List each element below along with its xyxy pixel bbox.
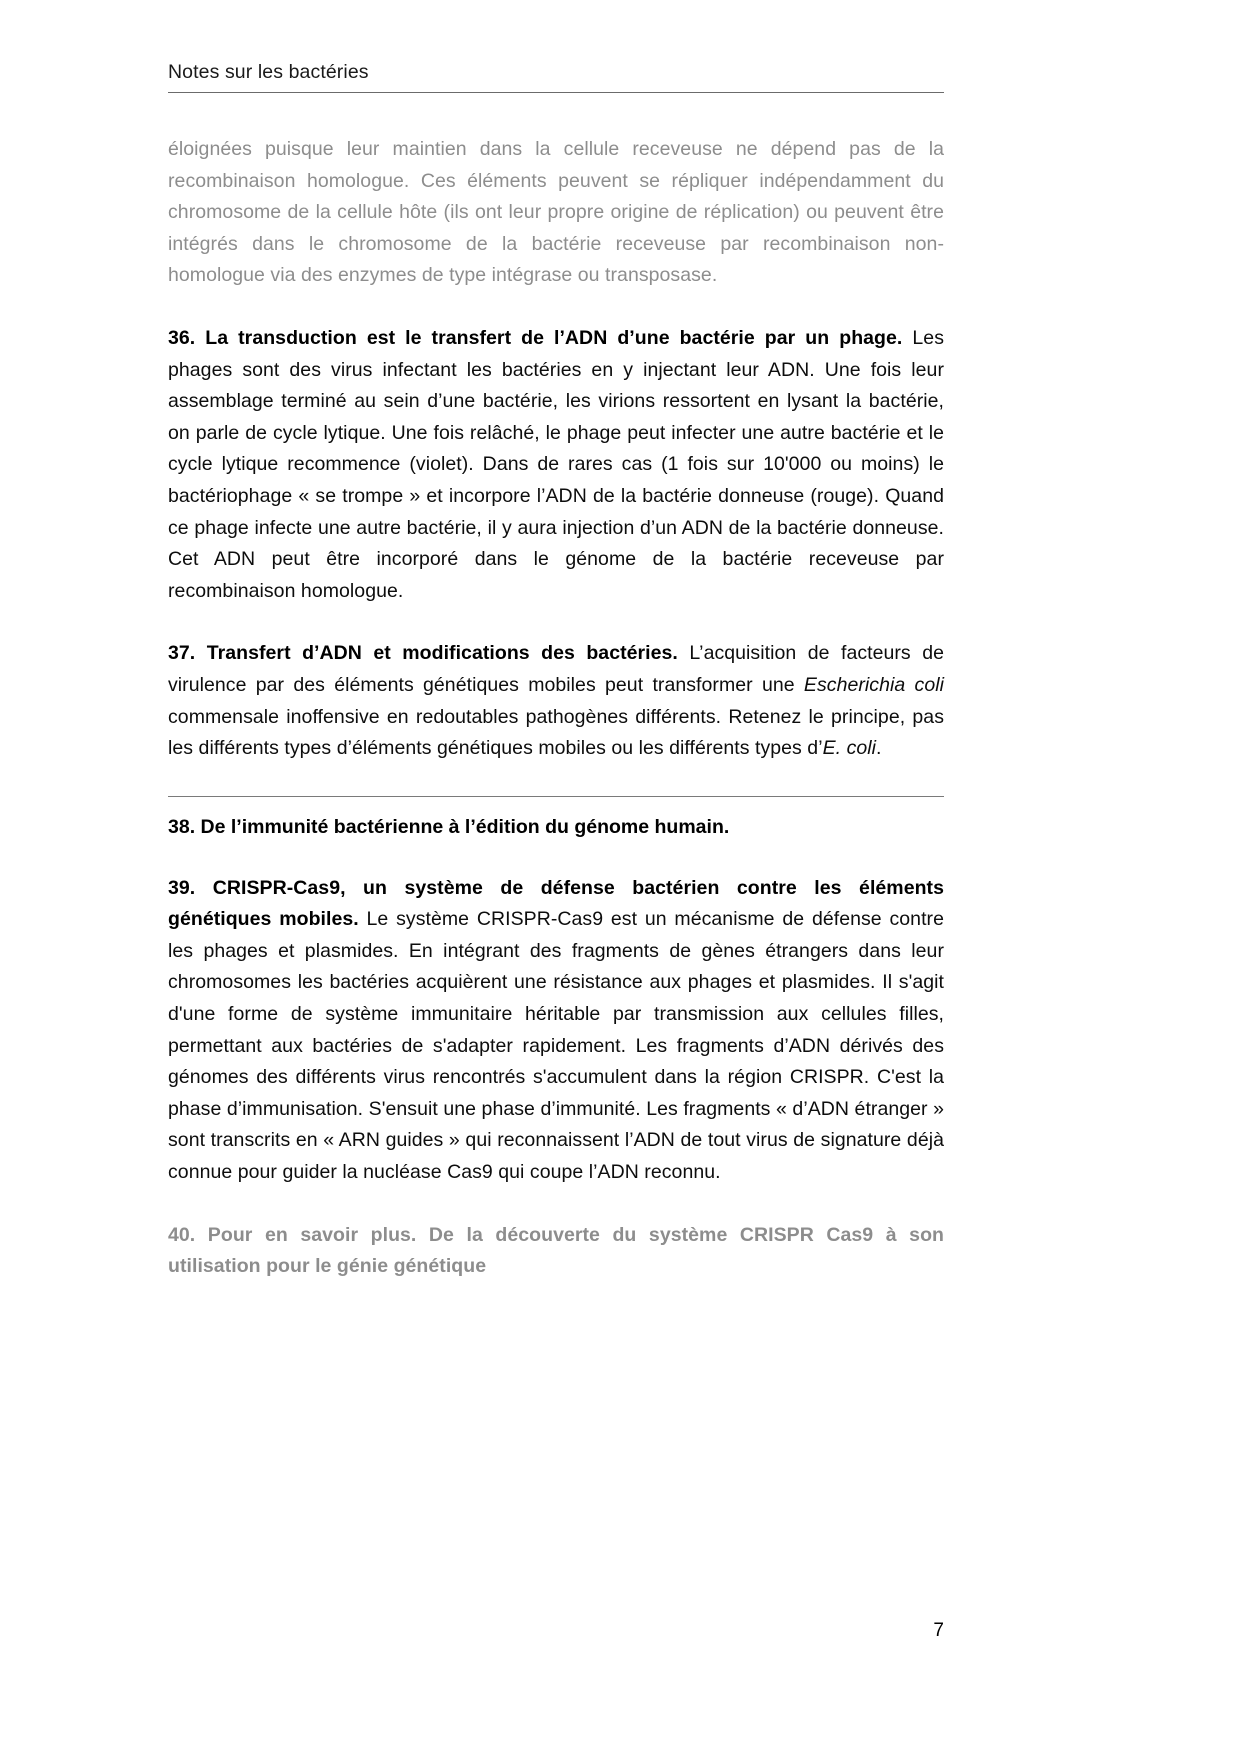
paragraph-39 xyxy=(168,873,944,1189)
header-title: Notes sur les bactéries xyxy=(168,61,369,83)
paragraph-36 xyxy=(168,323,944,607)
paragraph-spacer xyxy=(168,607,944,638)
paragraph-36-text: Les phages sont des virus infectant les bactéries en y injectant leur ADN. Une fois leur assemblage terminé au sein d’une bactérie, les virions ressortent en lysant la bactérie, on parle de cycle lytique. Une fois relâché, le phage peut infecter une autre bactérie et le cycle lytique recommence (violet). Dans de rares cas (1 fois sur 10'000 ou moins) le bactériophage « se trompe » et incorpore l’ADN de la bactérie donneuse (rouge). Quand ce phage infecte une autre bactérie, il y aura injection d’un ADN de la bactérie donneuse. Cet ADN peut être incorporé dans le génome de la bactérie receveuse par recombinaison homologue. xyxy=(168,326,944,602)
paragraph-spacer xyxy=(168,292,944,323)
species-name-e-coli: E. coli xyxy=(822,737,877,760)
paragraph-continued: éloignées puisque leur maintien dans la cellule receveuse ne dépend pas de la recombinaison homologue. Ces éléments peuvent se répliquer indépendamment du chromosome de la cellule hôte (ils ont leur propre origine de réplication) ou peuvent être intégrés dans le chromosome de la bactérie receveuse par recombinaison non-homologue via des enzymes de type intégrase ou transposase. xyxy=(168,138,944,287)
paragraph-spacer xyxy=(168,842,944,873)
paragraph-40 xyxy=(168,1220,944,1283)
paragraph-39-lead: 39. CRISPR-Cas9, un système de défense bactérien contre les éléments génétiques mobiles. xyxy=(168,876,944,931)
paragraph-39-text: Le système CRISPR-Cas9 est un mécanisme de défense contre les phages et plasmides. En intégrant des fragments de gènes étrangers dans leur chromosomes les bactéries acquièrent une résistance aux phages et plasmides. Il s'agit d'une forme de système immunitaire héritable par transmission aux cellules filles, permettant aux bactéries de s'adapter rapidement. Les fragments d’ADN dérivés des génomes des différents virus rencontrés s'accumulent dans la région CRISPR. C'est la phase d’immunisation. S'ensuit une phase d’immunité. Les fragments « d’ADN étranger » sont transcrits en « ARN guides » qui reconnaissent l’ADN de tout virus de signature déjà connue pour guider la nucléase Cas9 qui coupe l’ADN reconnu. xyxy=(168,908,944,1184)
paragraph-37 xyxy=(168,638,944,764)
paragraph-37-text-middle: commensale inoffensive en redoutables pathogènes différents. Retenez le principe, pas les différents types d’éléments génétiques mobiles ou les différents types d’ xyxy=(168,705,944,760)
paragraph-40-text: 40. Pour en savoir plus. De la découverte du système CRISPR Cas9 à son utilisation pour le génie génétique xyxy=(168,1223,944,1278)
header-divider xyxy=(168,92,944,93)
paragraph-spacer xyxy=(168,1189,944,1220)
paragraph-spacer xyxy=(168,765,944,796)
paragraph-36-lead: 36. La transduction est le transfert de l’ADN d’une bactérie par un phage. xyxy=(168,326,903,349)
page-footer xyxy=(168,1620,944,1642)
heading-38: 38. De l’immunité bactérienne à l’édition du génome humain. xyxy=(168,815,730,838)
paragraph-37-text-before: L’acquisition de facteurs de virulence par des éléments génétiques mobiles peut transformer une xyxy=(168,642,944,696)
paragraph-37-lead: 37. Transfert d’ADN et modifications des bactéries. xyxy=(168,642,678,665)
page-header xyxy=(168,58,944,101)
document-body xyxy=(168,134,944,1283)
paragraph-37-text-after: . xyxy=(876,737,882,760)
species-name-escherichia-coli: Escherichia coli xyxy=(803,673,944,696)
page-number: 7 xyxy=(933,1620,944,1641)
